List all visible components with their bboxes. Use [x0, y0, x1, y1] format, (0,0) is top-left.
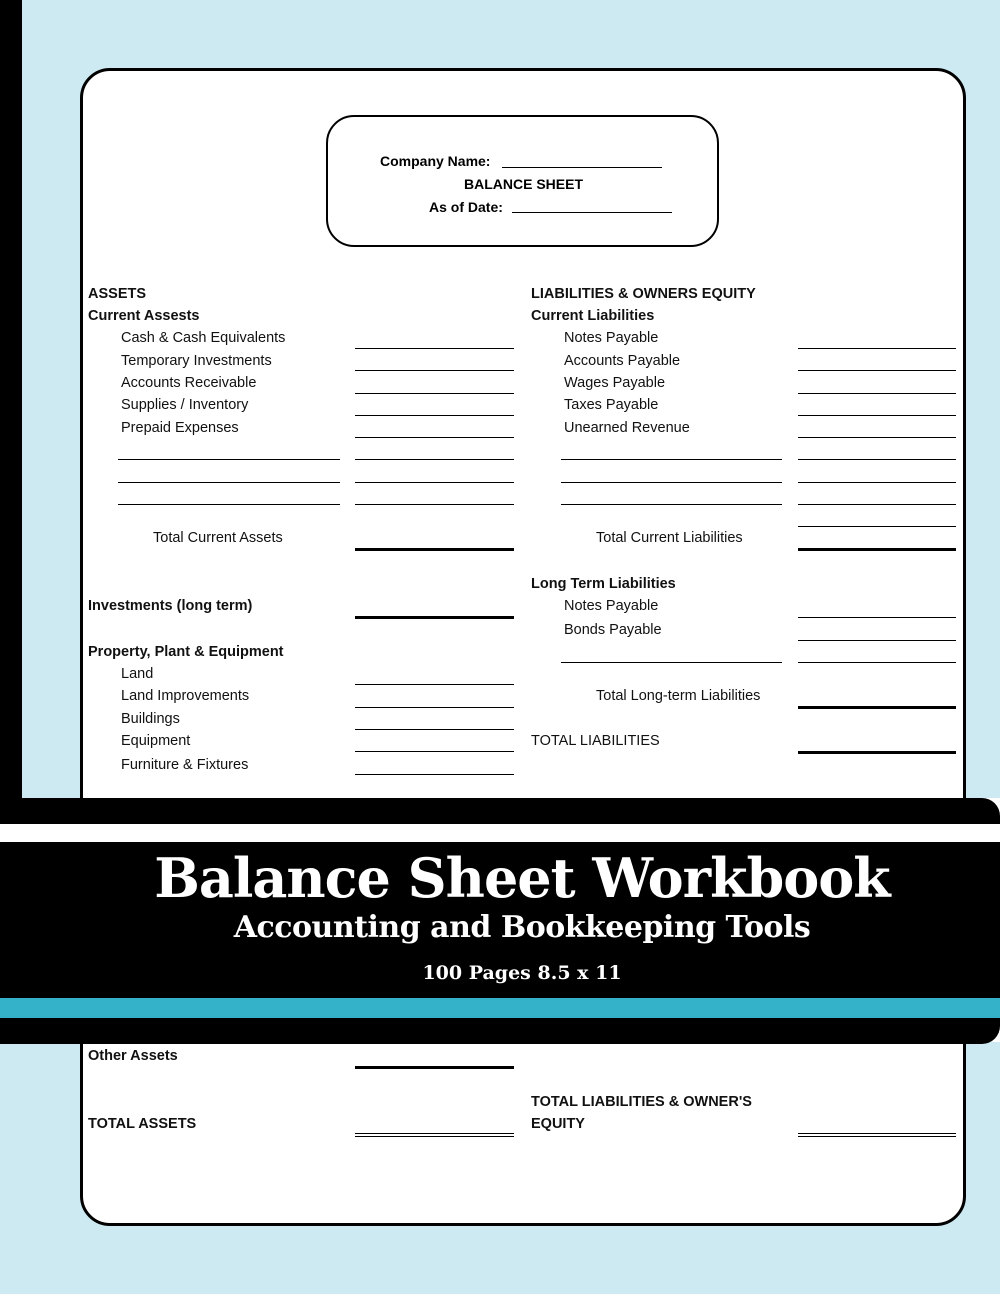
- amount-line: [798, 459, 956, 460]
- banner-top-stripe: [0, 798, 1000, 824]
- amount-line: [355, 415, 514, 416]
- amount-line: [355, 348, 514, 349]
- sheet-title: BALANCE SHEET: [464, 176, 584, 192]
- total-assets-label: TOTAL ASSETS: [88, 1116, 197, 1132]
- company-name-label: Company Name:: [380, 153, 491, 169]
- total-long-term-line: [798, 706, 956, 709]
- total-assets-line: [355, 1133, 514, 1137]
- book-title: Balance Sheet Workbook: [154, 846, 890, 910]
- total-long-term-label: Total Long-term Liabilities: [596, 688, 761, 704]
- blank-label-line: [118, 459, 340, 460]
- investments-line: [355, 616, 514, 619]
- other-assets-label: Other Assets: [88, 1048, 178, 1064]
- amount-line: [798, 370, 956, 371]
- assets-heading: ASSETS: [88, 286, 147, 302]
- asset-item: Prepaid Expenses: [121, 420, 239, 436]
- amount-line: [355, 370, 514, 371]
- amount-line: [798, 640, 956, 641]
- amount-line: [798, 393, 956, 394]
- amount-line: [798, 504, 956, 505]
- amount-line: [355, 684, 514, 685]
- total-current-assets-line: [355, 548, 514, 551]
- long-term-item: Notes Payable: [564, 598, 659, 614]
- header-box: [326, 115, 719, 247]
- total-liabilities-label: TOTAL LIABILITIES: [531, 733, 660, 749]
- ppe-heading: Property, Plant & Equipment: [88, 644, 284, 660]
- asset-item: Temporary Investments: [121, 353, 272, 369]
- ppe-item: Land: [121, 666, 154, 682]
- ppe-item: Buildings: [121, 711, 180, 727]
- amount-line: [798, 415, 956, 416]
- long-term-liabilities-heading: Long Term Liabilities: [531, 576, 676, 592]
- banner-accent-stripe: [0, 998, 1000, 1018]
- liability-item: Unearned Revenue: [564, 420, 690, 436]
- long-term-item: Bonds Payable: [564, 622, 662, 638]
- ppe-item: Land Improvements: [121, 688, 250, 704]
- amount-line: [355, 504, 514, 505]
- blank-label-line: [118, 482, 340, 483]
- current-liabilities-heading: Current Liabilities: [531, 308, 655, 324]
- blank-label-line: [561, 662, 782, 663]
- blank-label-line: [561, 504, 782, 505]
- total-current-liabilities-label: Total Current Liabilities: [596, 530, 743, 546]
- amount-line: [798, 526, 956, 527]
- amount-line: [355, 437, 514, 438]
- asset-item: Supplies / Inventory: [121, 397, 249, 413]
- blank-label-line: [561, 459, 782, 460]
- amount-line: [355, 482, 514, 483]
- liability-item: Taxes Payable: [564, 397, 659, 413]
- total-liabilities-equity-line: [798, 1133, 956, 1137]
- amount-line: [355, 393, 514, 394]
- blank-label-line: [118, 504, 340, 505]
- liability-item: Notes Payable: [564, 330, 659, 346]
- amount-line: [355, 707, 514, 708]
- liabilities-heading: LIABILITIES & OWNERS EQUITY: [531, 286, 756, 302]
- company-name-line: [502, 167, 662, 168]
- total-liabilities-equity-label-line1: TOTAL LIABILITIES & OWNER'S: [531, 1094, 752, 1110]
- ppe-item: Equipment: [121, 733, 191, 749]
- amount-line: [355, 774, 514, 775]
- book-subtitle: Accounting and Bookkeeping Tools: [233, 910, 811, 945]
- amount-line: [355, 729, 514, 730]
- as-of-date-label: As of Date:: [429, 199, 503, 215]
- total-liabilities-line: [798, 751, 956, 754]
- total-liabilities-equity-label-line2: EQUITY: [531, 1116, 585, 1132]
- amount-line: [798, 348, 956, 349]
- asset-item: Cash & Cash Equivalents: [121, 330, 286, 346]
- investments-label: Investments (long term): [88, 598, 253, 614]
- amount-line: [798, 617, 956, 618]
- current-assets-heading: Current Assests: [88, 308, 200, 324]
- blank-label-line: [561, 482, 782, 483]
- liability-item: Wages Payable: [564, 375, 666, 391]
- book-details: 100 Pages 8.5 x 11: [422, 962, 622, 984]
- total-current-assets-label: Total Current Assets: [153, 530, 283, 546]
- amount-line: [798, 482, 956, 483]
- amount-line: [798, 662, 956, 663]
- amount-line: [355, 459, 514, 460]
- banner-bottom-stripe: [0, 1018, 1000, 1044]
- liability-item: Accounts Payable: [564, 353, 681, 369]
- as-of-date-line: [512, 212, 672, 213]
- amount-line: [355, 751, 514, 752]
- other-assets-line: [355, 1066, 514, 1069]
- ppe-item: Furniture & Fixtures: [121, 757, 249, 773]
- asset-item: Accounts Receivable: [121, 375, 257, 391]
- total-current-liabilities-line: [798, 548, 956, 551]
- book-spine: [0, 0, 22, 800]
- amount-line: [798, 437, 956, 438]
